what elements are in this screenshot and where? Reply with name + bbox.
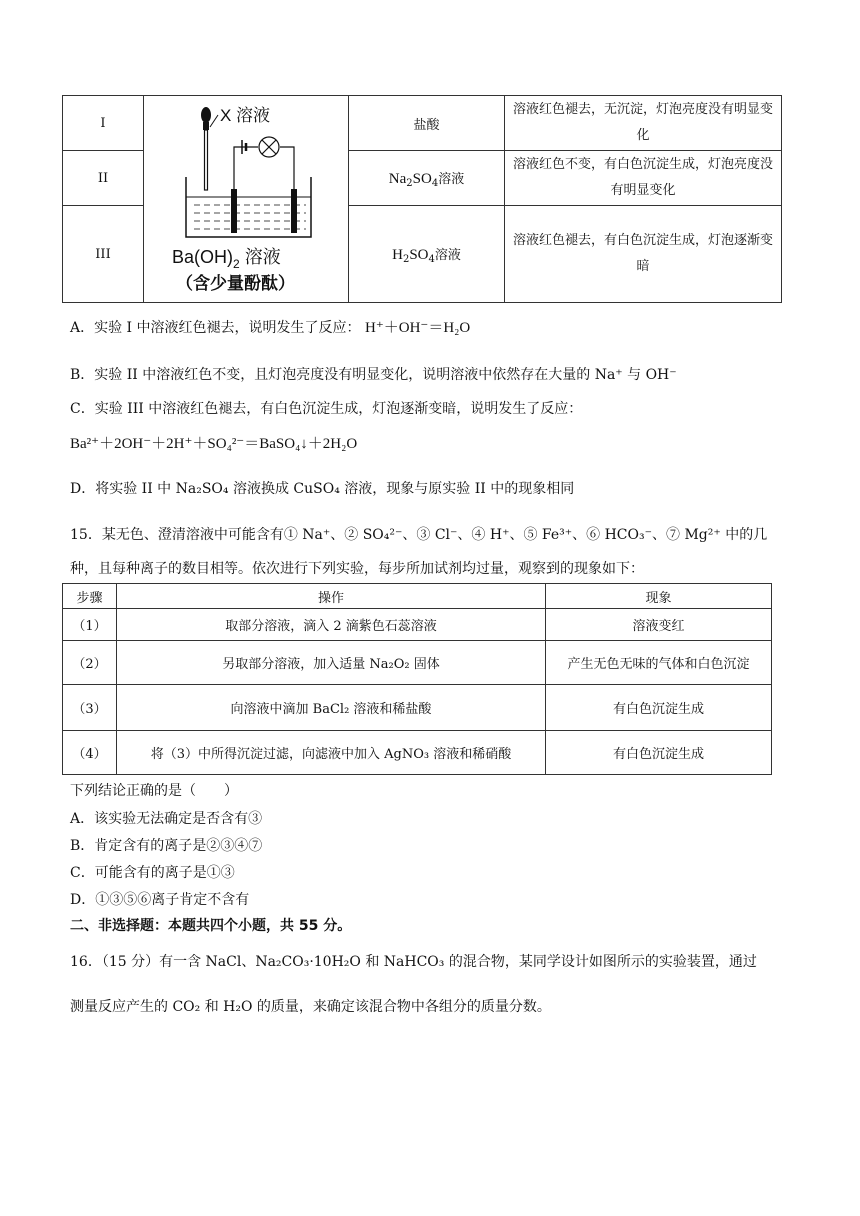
q16-stem-line1: 16．（15 分）有一含 NaCl、Na₂CO₃·10H₂O 和 NaHCO₃ 的混合物，某同学设计如图所示的实验装置，通过 (70, 954, 757, 970)
step-operation: 将（3）中所得沉淀过滤，向滤液中加入 AgNO₃ 溶液和稀硝酸 (117, 731, 546, 775)
q15-option-d: D．①③⑤⑥离子肯定不含有 (70, 892, 250, 908)
exp-id: III (63, 206, 144, 303)
step-operation: 向溶液中滴加 BaCl₂ 溶液和稀盐酸 (117, 685, 546, 731)
q15-stem-line1: 15．某无色、澄清溶液中可能含有① Na⁺、② SO₄²⁻、③ Cl⁻、④ H⁺、⑤ Fe³⁺、⑥ HCO₃⁻、⑦ Mg²⁺ 中的几 (70, 527, 768, 543)
reagent-cell: $H_2SO_4$溶液 (349, 206, 505, 303)
q14-option-b: B．实验 II 中溶液红色不变，且灯泡亮度没有明显变化，说明溶液中依然存在大量的 Na⁺ 与 OH⁻ (70, 367, 677, 383)
x-solution-label: X 溶液 (220, 106, 271, 125)
exp-id: I (63, 96, 144, 151)
electrolysis-apparatus-icon (146, 97, 346, 297)
step-observation: 溶液变红 (546, 609, 772, 641)
result-cell: 溶液红色褪去，无沉淀，灯泡亮度没有明显变化 (505, 96, 782, 151)
step-number: （1） (63, 609, 117, 641)
q16-stem-line2: 测量反应产生的 CO₂ 和 H₂O 的质量，来确定该混合物中各组分的质量分数。 (70, 999, 551, 1015)
result-cell: 溶液红色不变，有白色沉淀生成，灯泡亮度没有明显变化 (505, 151, 782, 206)
header-operation: 操作 (117, 584, 546, 609)
step-number: （3） (63, 685, 117, 731)
reagent-cell: $Na_2SO_4$溶液 (349, 151, 505, 206)
baoh2-label: $Ba(OH)_2$ 溶液 (172, 247, 281, 271)
step-observation: 产生无色无味的气体和白色沉淀 (546, 641, 772, 685)
step-number: （4） (63, 731, 117, 775)
section-heading: 二、非选择题：本题共四个小题，共 55 分。 (70, 918, 352, 934)
apparatus-figure (144, 96, 349, 303)
experiment-table (62, 95, 782, 303)
q15-option-b: B．肯定含有的离子是②③④⑦ (70, 838, 263, 854)
q14-option-d: D．将实验 II 中 Na₂SO₄ 溶液换成 CuSO₄ 溶液，现象与原实验 II 中的现象相同 (70, 481, 575, 497)
header-observation: 现象 (546, 584, 772, 609)
q14-option-c: C．实验 III 中溶液红色褪去，有白色沉淀生成，灯泡逐渐变暗，说明发生了反应： (70, 401, 583, 417)
q15-stem-line2: 种，且每种离子的数目相等。依次进行下列实验，每步所加试剂均过量，观察到的现象如下： (70, 561, 644, 577)
q14-option-a: A．实验 I 中溶液红色褪去，说明发生了反应： H⁺＋OH⁻＝H₂O (70, 320, 471, 336)
reagent-cell: 盐酸 (349, 96, 505, 151)
step-number: （2） (63, 641, 117, 685)
step-operation: 取部分溶液，滴入 2 滴紫色石蕊溶液 (117, 609, 546, 641)
q15-steps-table (62, 583, 772, 775)
result-cell: 溶液红色褪去，有白色沉淀生成，灯泡逐渐变暗 (505, 206, 782, 303)
step-operation: 另取部分溶液，加入适量 Na₂O₂ 固体 (117, 641, 546, 685)
q15-prompt: 下列结论正确的是（ ） (70, 783, 238, 799)
q15-option-c: C．可能含有的离子是①③ (70, 865, 235, 881)
q15-option-a: A．该实验无法确定是否含有③ (70, 811, 263, 827)
exp-id: II (63, 151, 144, 206)
header-step: 步骤 (63, 584, 117, 609)
phenolphthalein-note: （含少量酚酞） (176, 274, 295, 293)
step-observation: 有白色沉淀生成 (546, 731, 772, 775)
step-observation: 有白色沉淀生成 (546, 685, 772, 731)
q14-option-c-equation: Ba²⁺＋2OH⁻＋2H⁺＋SO₄²⁻＝BaSO₄↓＋2H₂O (70, 436, 358, 452)
